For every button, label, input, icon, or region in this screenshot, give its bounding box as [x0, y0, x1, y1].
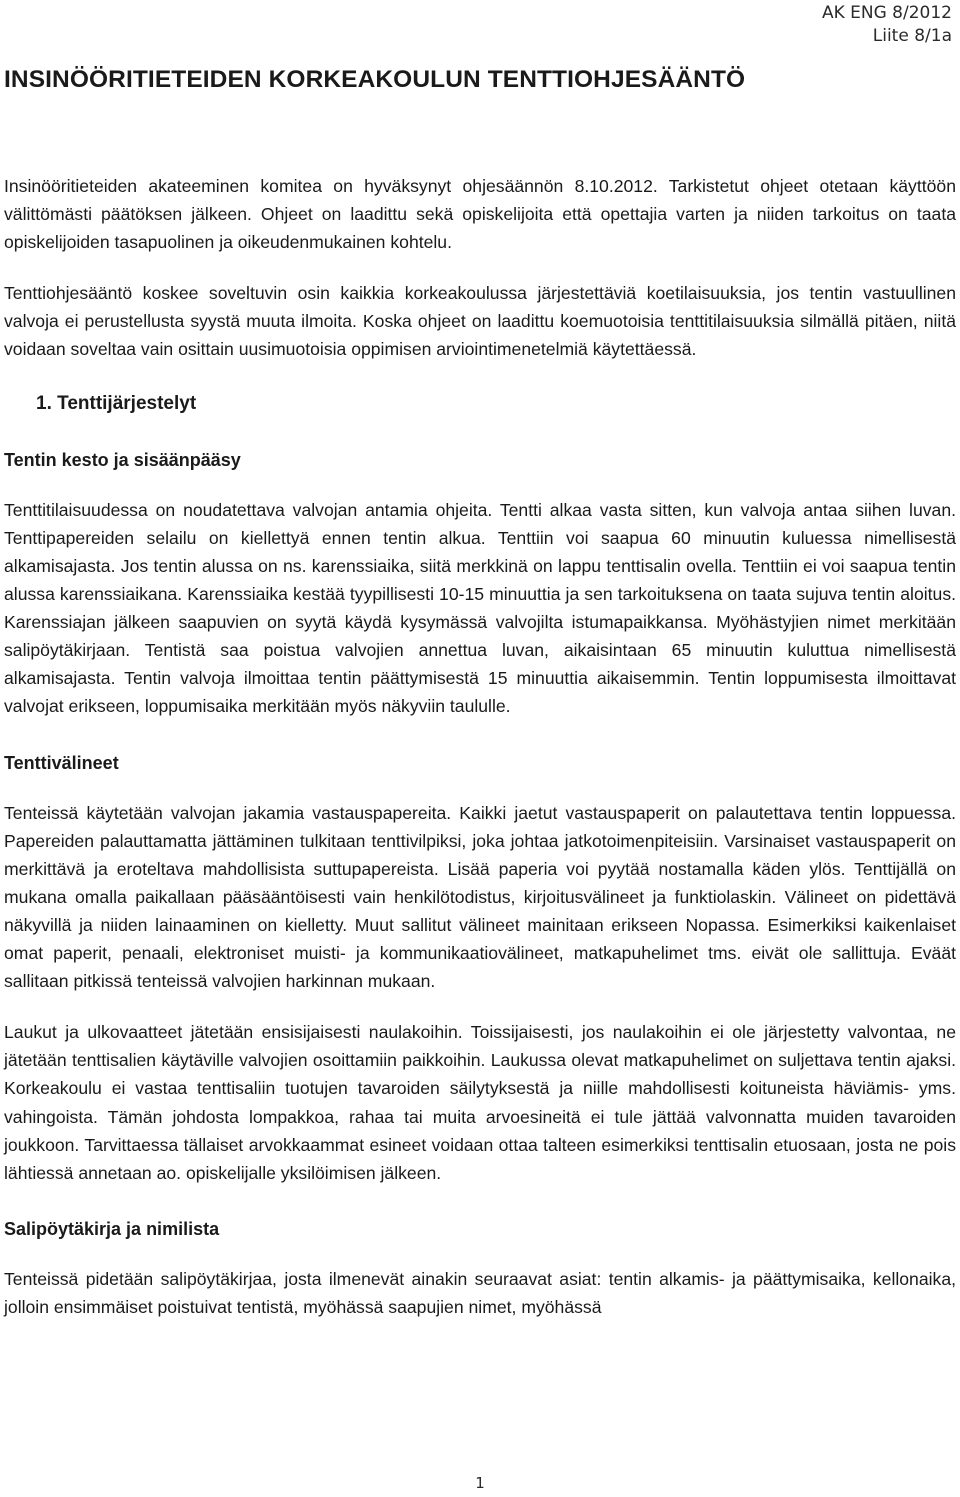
attachment-label: Liite 8/1a [872, 26, 952, 46]
body-paragraph: Tenteissä pidetään salipöytäkirjaa, josta ilmenevät ainakin seuraavat asiat: tentin alkamis- ja päättymisaika, kellonaika, jolloin ensimmäiset poistuivat tentistä, myöhässä saapujien nimet, myöhässä [4, 1268, 956, 1317]
section-heading: 1. Tenttijärjestelyt [36, 392, 197, 414]
subsection-heading: Tenttivälineet [4, 752, 119, 773]
intro-paragraph: Tenttiohjesääntö koskee soveltuvin osin kaikkia korkeakoulussa järjestettäviä koetilaisuuksia, jos tentin vastuullinen valvoja ei perustellusta syystä muuta ilmoita. Koska ohjeet on laadittu koemuotoisia tenttitilaisuuksia silmällä pitäen, niitä voidaan soveltaa vain osittain uusimuotoisia oppimisen arviointimenetelmiä käytettäessä. [4, 283, 956, 360]
body-paragraph: Tenttitilaisuudessa on noudatettava valvojan antamia ohjeita. Tentti alkaa vasta sitten, kun valvoja antaa siihen luvan. Tenttipapereiden selailu on kiellettyä ennen tentin alkua. Tenttiin voi saapua 60 minuutin kuluessa nimellisestä alkamisajasta. Jos tentin alussa on ns. karenssiaika, siitä merkkinä on lappu tenttisalin ovella. Tenttiin ei voi saapua tentin alussa karenssiaikana. Karenssiaika kestää tyypillisesti 10-15 minuuttia ja sen tarkoituksena on taata sujuva tentin aloitus. Karenssiajan jälkeen saapuvien on syytä käydä kysymässä valvojilta istumapaikkansa. Myöhästyjien nimet merkitään salipöytäkirjaan. Tentistä saa poistua valvojien annettua luvan, aikaisintaan 65 minuutin kuluttua nimellisestä alkamisajasta. Tentin valvoja ilmoittaa tentin päättymisestä 15 minuuttia aikaisemmin. Tentin loppumisesta ilmoittavat valvojat erikseen, loppumisaika merkitään myös näkyviin taululle. [4, 499, 956, 717]
body-paragraph: Laukut ja ulkovaatteet jätetään ensisijaisesti naulakoihin. Toissijaisesti, jos naulakoihin ei ole järjestetty valvontaa, ne jätetään tenttisalien käytäville valvojien osoittamiin paikkoihin. Laukussa olevat matkapuhelimet on suljettava tentin ajaksi. Korkeakoulu ei vastaa tenttisaliin tuotujen tavaroiden säilytyksestä ja niille mahdollisesti koituneista häviämis- yms. vahingoista. Tämän johdosta lompakkoa, rahaa tai muita arvoesineitä ei tule jättää valvonnatta muiden tavaroiden joukkoon. Tarvittaessa tällaiset arvokkaammat esineet voidaan ottaa talteen esimerkiksi tenttisalin etuosaan, josta ne pois lähtiessä annetaan ao. opiskelijalle yksilöimisen jälkeen. [4, 1022, 956, 1183]
body-paragraph: Tenteissä käytetään valvojan jakamia vastauspapereita. Kaikki jaetut vastauspaperit on palautettava tentin loppuessa. Papereiden palauttamatta jättäminen tulkitaan tenttivilpiksi, joka johtaa jatkotoimenpiteisiin. Varsinaiset vastauspaperit on merkittävä ja eroteltava mahdollisista suttupapereista. Lisää paperia voi pyytää nostamalla käden ylös. Tenttijällä on mukana omalla paikallaan pääsääntöisesti vain henkilötodistus, kirjoitusvälineet ja funktiolaskin. Välineet on pidettävä näkyvillä ja niiden lainaaminen on kielletty. Muut sallitut välineet mainitaan erikseen Nopassa. Esimerkiksi kaikenlaiset omat paperit, penaali, elektroniset muisti- ja kommunikaatiovälineet, matkapuhelimet tms. eivät ole sallittuja. Eväät sallitaan pitkissä tenteissä valvojien harkinnan mukaan. [4, 802, 956, 992]
committee-reference: AK ENG 8/2012 [821, 3, 952, 23]
subsection-heading: Salipöytäkirja ja nimilista [4, 1218, 220, 1239]
page-number: 1 [475, 1474, 485, 1492]
document-title: INSINÖÖRITIETEIDEN KORKEAKOULUN TENTTIOHJESÄÄNTÖ [4, 66, 746, 93]
document-body [4, 172, 956, 1321]
document-reference [822, 2, 952, 48]
intro-paragraph: Insinööritieteiden akateeminen komitea on hyväksynyt ohjesäännön 8.10.2012. Tarkistetut ohjeet otetaan käyttöön välittömästi päätöksen jälkeen. Ohjeet on laadittu sekä opiskelijoita että opettajia varten ja niiden tarkoitus on taata opiskelijoiden tasapuolinen ja oikeudenmukainen kohtelu. [4, 176, 956, 253]
subsection-heading: Tentin kesto ja sisäänpääsy [4, 449, 241, 470]
